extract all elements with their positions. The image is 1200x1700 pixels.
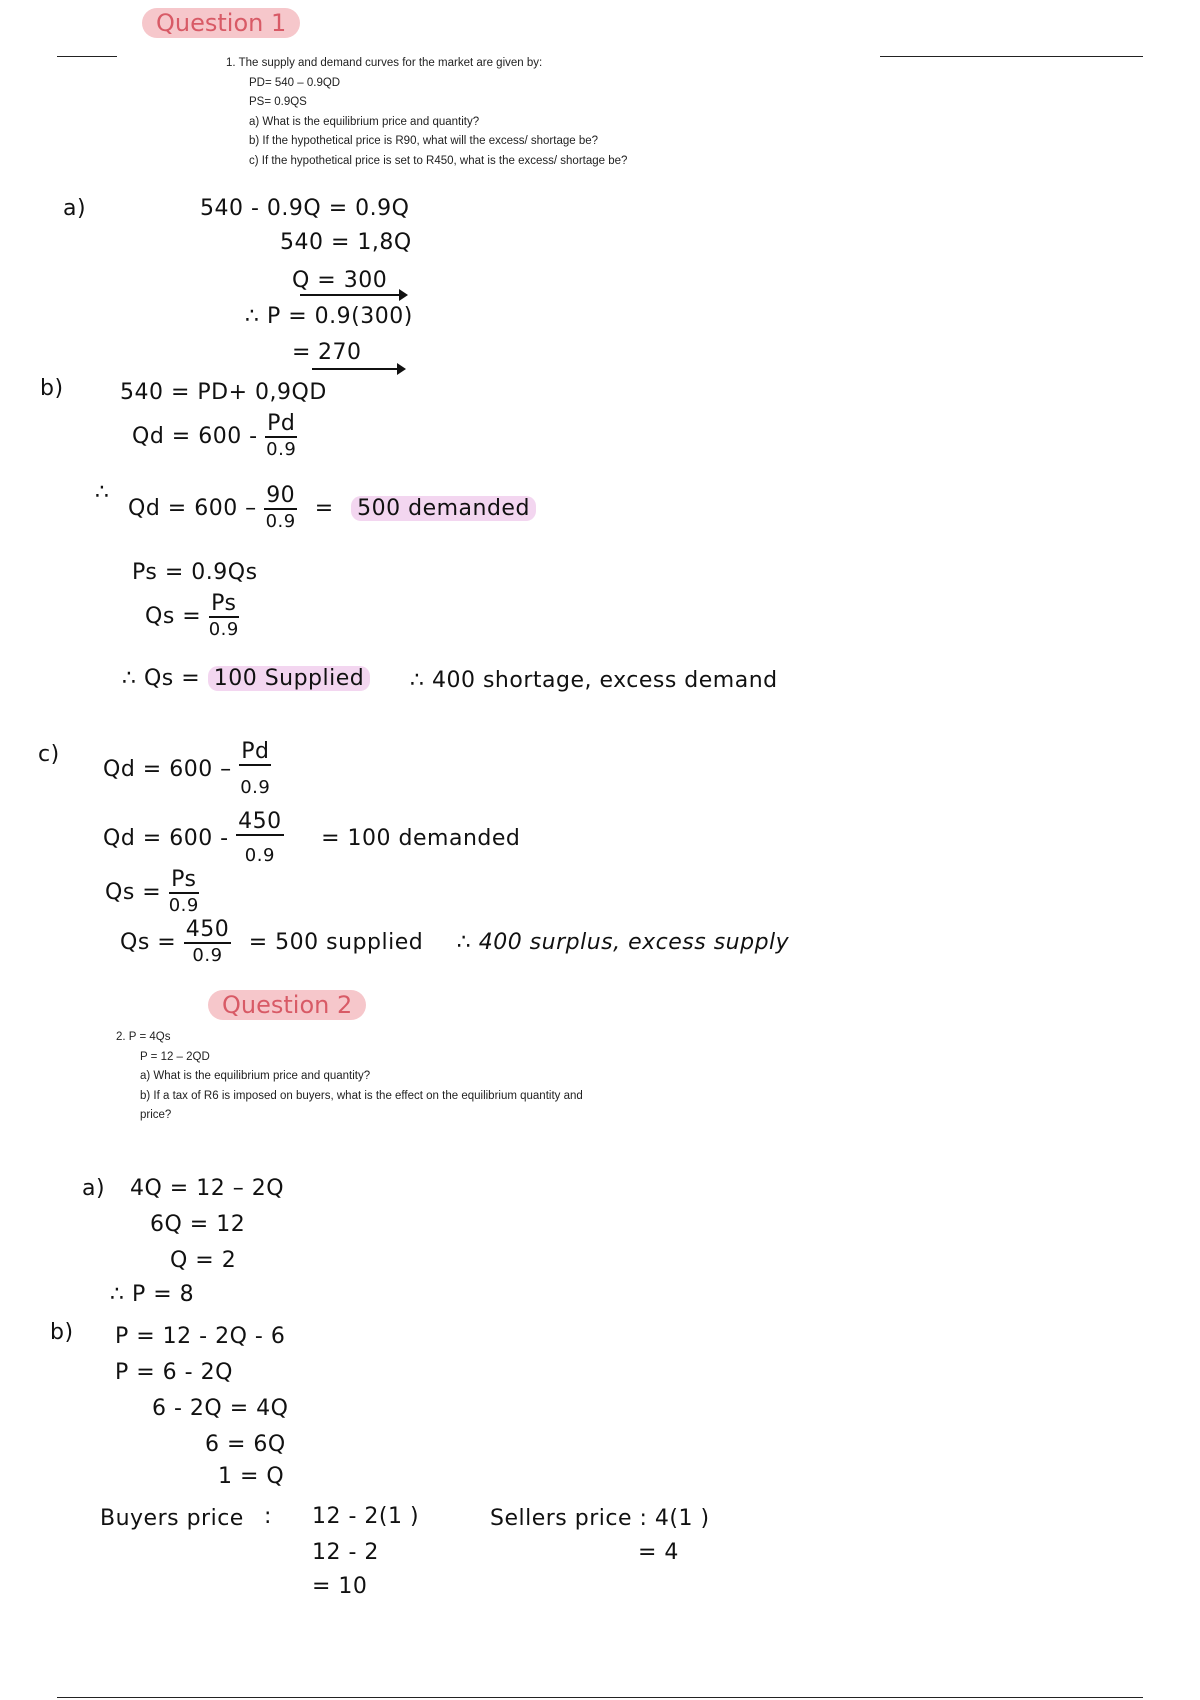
q1c-label: c) — [38, 742, 60, 767]
question-1-badge: Question 1 — [142, 8, 300, 38]
q1c-surplus-note: ∴ 400 surplus, excess supply — [456, 930, 790, 955]
q2a-line-1: 4Q = 12 – 2Q — [130, 1176, 285, 1201]
q2b-label: b) — [50, 1320, 74, 1345]
q1b-line-2-fraction — [265, 412, 297, 462]
q1b-line-3-left: Qd = 600 – — [128, 496, 257, 521]
q2-printed-line: 2. P = 4Qs — [116, 1031, 171, 1043]
q1-printed-line: a) What is the equilibrium price and quantity? — [249, 115, 480, 128]
q2b-buyers-line-2: 12 - 2 — [312, 1540, 379, 1565]
q1b-line-5 — [145, 592, 239, 642]
q1b-demanded-highlight: 500 demanded — [351, 496, 536, 521]
q1a-line-4: ∴ P = 0.9(300) — [245, 304, 413, 329]
q1-printed-line: PD= 540 – 0.9QD — [249, 76, 341, 89]
q1c-line-3-left: Qs = — [105, 880, 162, 905]
q1b-line-3-num: 90 — [266, 483, 296, 508]
q2-printed-line: price? — [140, 1109, 172, 1121]
q1c-line-1-num: Pd — [241, 739, 270, 764]
q1c-line-1 — [103, 740, 271, 800]
q1-printed-line: b) If the hypothetical price is R90, what will the excess/ shortage be? — [249, 135, 599, 147]
q1c-line-4-left: Qs = — [120, 930, 177, 955]
q1b-line-5-num: Ps — [209, 592, 239, 618]
q1b-line-5-fraction — [209, 592, 239, 642]
q2a-line-2: 6Q = 12 — [150, 1212, 246, 1237]
q1b-line-5-den: 0.9 — [208, 619, 239, 640]
top-rule-right — [880, 56, 1143, 57]
q1b-line-1: 540 = PD+ 0,9QD — [120, 380, 327, 405]
q1c-line-2-left: Qd = 600 - — [103, 826, 229, 851]
q1b-line-4: Ps = 0.9Qs — [132, 560, 258, 585]
q2b-line-4: 6 = 6Q — [205, 1432, 286, 1457]
q1c-line-3-num: Ps — [169, 868, 199, 894]
q1c-line-2-fraction — [236, 810, 284, 868]
question-2-badge: Question 2 — [208, 990, 366, 1020]
q1c-line-1-fraction — [239, 740, 271, 800]
q1-printed-line: PS= 0.9QS — [249, 96, 307, 108]
q2-printed-line: P = 12 – 2QD — [140, 1050, 210, 1063]
top-rule-left — [57, 56, 117, 57]
q1c-line-2-den: 0.9 — [244, 845, 275, 866]
q1-printed-text — [226, 54, 627, 171]
q1a-line-3: Q = 300 — [292, 268, 388, 293]
q1a-line-2: 540 = 1,8Q — [280, 230, 412, 255]
q2a-line-3: Q = 2 — [170, 1248, 237, 1273]
q1b-therefore-mark: ∴ — [95, 480, 110, 505]
q1c-line-4-result: = 500 supplied — [248, 930, 424, 955]
q2b-buyers-colon: : — [264, 1504, 272, 1529]
q2a-label: a) — [82, 1176, 106, 1201]
q2-printed-line: a) What is the equilibrium price and quantity? — [140, 1070, 371, 1082]
q2b-buyers-line-3: = 10 — [312, 1574, 368, 1599]
q2-printed-line: b) If a tax of R6 is imposed on buyers, what is the effect on the equilibrium quantity and — [140, 1089, 583, 1102]
q2b-sellers-label: Sellers price : 4(1 ) — [490, 1506, 710, 1531]
q1a-line-1: 540 - 0.9Q = 0.9Q — [200, 196, 410, 221]
q1b-line-6 — [122, 666, 370, 691]
q1b-line-2 — [132, 412, 297, 462]
q1a-underline-arrow-1 — [300, 294, 400, 296]
q2-printed-text — [116, 1028, 583, 1126]
q1c-line-3-den: 0.9 — [168, 895, 199, 916]
q1a-line-5-equals: = — [292, 340, 311, 365]
q1b-line-3-den: 0.9 — [265, 511, 296, 532]
q1c-line-1-den: 0.9 — [240, 777, 271, 798]
q1b-line-2-left: Qd = 600 - — [132, 424, 258, 449]
q1a-label: a) — [63, 196, 87, 221]
bottom-rule — [57, 1697, 1143, 1698]
q2b-line-5: 1 = Q — [218, 1464, 285, 1489]
q1b-line-3-equals: = — [314, 496, 334, 521]
q1a-underline-arrow-2 — [312, 368, 398, 370]
q1c-line-4-fraction — [184, 918, 232, 968]
q2b-buyers-label: Buyers price — [100, 1506, 244, 1531]
q2a-line-4: ∴ P = 8 — [110, 1282, 195, 1307]
q1b-line-3 — [128, 484, 536, 534]
q2b-line-3: 6 - 2Q = 4Q — [152, 1396, 289, 1421]
q1b-line-2-den: 0.9 — [266, 439, 297, 460]
q1c-line-3 — [105, 868, 199, 918]
q1c-line-2-result: = 100 demanded — [321, 826, 521, 851]
q1c-line-3-fraction — [169, 868, 199, 918]
q2b-line-1: P = 12 - 2Q - 6 — [115, 1324, 286, 1349]
q2b-sellers-line-2: = 4 — [638, 1540, 679, 1565]
q1c-line-4 — [120, 918, 789, 968]
q1-printed-line: c) If the hypothetical price is set to R450, what is the excess/ shortage be? — [249, 154, 628, 167]
q1b-supplied-highlight: 100 Supplied — [208, 666, 371, 691]
q1c-line-4-num: 450 — [185, 917, 230, 942]
q1b-line-6-left: ∴ Qs = — [122, 666, 201, 691]
q2b-line-2: P = 6 - 2Q — [115, 1360, 233, 1385]
q1c-line-1-left: Qd = 600 – — [103, 757, 232, 782]
q1-printed-line: 1. The supply and demand curves for the market are given by: — [226, 57, 543, 69]
q1b-line-5-left: Qs = — [145, 604, 202, 629]
q1c-line-4-den: 0.9 — [192, 945, 223, 966]
q1b-line-3-fraction — [264, 484, 297, 534]
q1b-line-2-num: Pd — [267, 411, 296, 436]
q1b-label: b) — [40, 376, 64, 401]
q1c-line-2 — [103, 810, 520, 868]
q1b-shortage-note: ∴ 400 shortage, excess demand — [410, 668, 778, 693]
q2b-buyers-line-1: 12 - 2(1 ) — [312, 1504, 420, 1529]
q1c-line-2-num: 450 — [238, 809, 282, 834]
q1a-line-5: 270 — [318, 340, 362, 365]
